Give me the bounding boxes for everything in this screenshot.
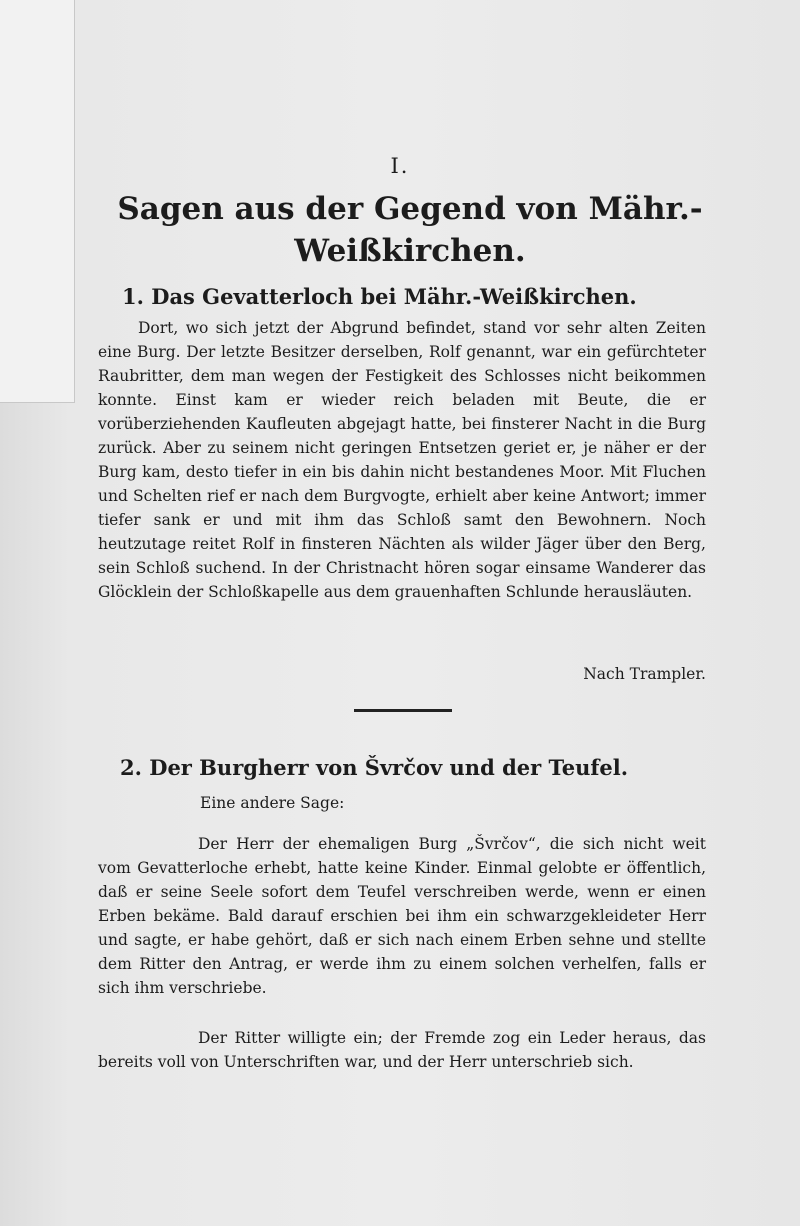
section-2-body-1 xyxy=(98,832,706,1000)
chapter-number: I. xyxy=(390,154,410,178)
section-2-paragraph-1: Der Herr der ehemaligen Burg „Švrčov“, die sich nicht weit vom Gevatterloche erhebt, hatte keine Kinder. Einmal gelobte er öffentlich, daß er seine Seele sofort dem Teufel verschreiben werde, wenn er einen Erben bekäme. Bald darauf erschien bei ihm ein schwarzgekleideter Herr und sagte, er habe gehört, daß er sich nach einem Erben sehne und stellte dem Ritter den Antrag, er werde ihm zu einem solchen verhelfen, falls er sich ihm verschriebe. xyxy=(98,835,706,997)
attribution: Nach Trampler. xyxy=(583,665,706,683)
section-2-paragraph-2: Der Ritter willigte ein; der Fremde zog ein Leder heraus, das bereits voll von Unterschriften war, und der Herr unterschrieb sich. xyxy=(98,1029,706,1071)
section-divider xyxy=(354,709,452,712)
section-2-body-2 xyxy=(98,1026,706,1074)
chapter-title: Sagen aus der Gegend von Mähr.-Weißkirchen. xyxy=(117,191,703,269)
section-2-intro: Eine andere Sage: xyxy=(200,794,345,812)
section-1-body xyxy=(98,316,706,604)
section-2-title: 2. Der Burgherr von Švrčov und der Teufel. xyxy=(120,755,629,780)
section-1-paragraph: Dort, wo sich jetzt der Abgrund befindet, stand vor sehr alten Zeiten eine Burg. Der letzte Besitzer derselben, Rolf genannt, war ein gefürchteter Raubritter, dem man wegen der Festigkeit des Schlosses nicht beikommen konnte. Einst kam er wieder reich beladen mit Beute, die er vorüberziehenden Kaufleuten abgejagt hatte, bei finsterer Nacht in die Burg zurück. Aber zu seinem nicht geringen Entsetzen geriet er, je näher er der Burg kam, desto tiefer in ein bis dahin nicht bestandenes Moor. Mit Fluchen und Schelten rief er nach dem Burgvogte, erhielt aber keine Antwort; immer tiefer sank er und mit ihm das Schloß samt den Bewohnern. Noch heutzutage reitet Rolf in finsteren Nächten als wilder Jäger über den Berg, sein Schloß suchend. In der Christnacht hören sogar einsame Wanderer das Glöcklein der Schloßkapelle aus dem grauenhaften Schlunde herausläuten. xyxy=(98,319,706,601)
section-1-title: 1. Das Gevatterloch bei Mähr.-Weißkirchen. xyxy=(122,284,637,309)
page-edge xyxy=(0,0,75,403)
